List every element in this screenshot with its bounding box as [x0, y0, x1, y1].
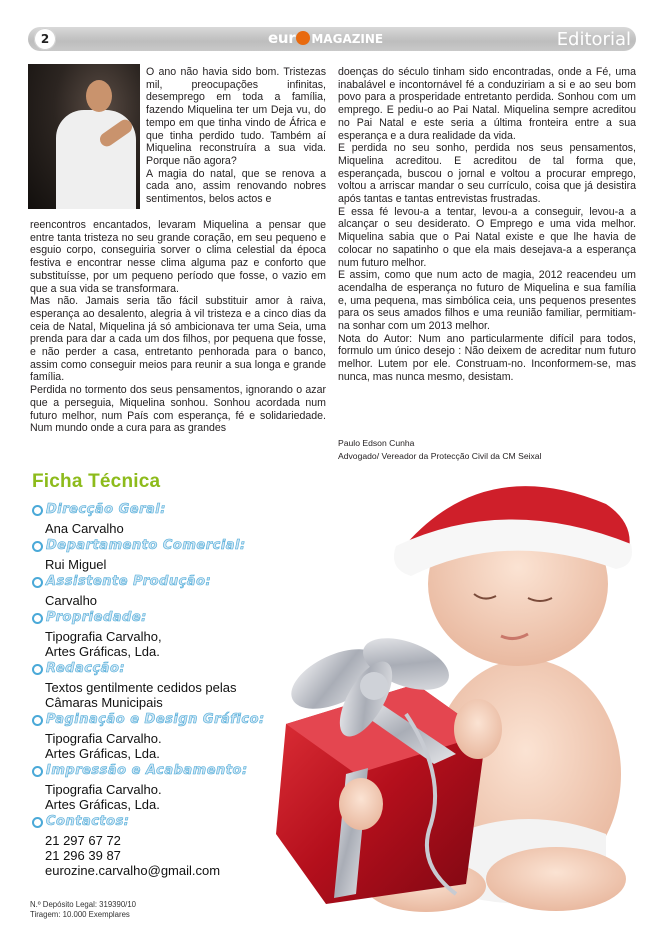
print-run: Tiragem: 10.000 Exemplares — [30, 909, 130, 919]
ficha-label: Paginação e Design Gráfico: — [46, 712, 265, 727]
article-paragraph: E perdida no seu sonho, perdida nos seus pensamentos, Miquelina acreditou. E acreditou de tal forma que, esperançada, buscou o jornal e voltou a procurar emprego, voltou a arriscar mandar o seu currículo, coisa que já desistira após tantas e tantas entrevistas frustradas. — [338, 142, 636, 206]
logo-text-left: eur — [268, 29, 296, 47]
author-signature — [338, 437, 636, 463]
ficha-value: Tipografia Carvalho, Artes Gráficas, Lda. — [45, 629, 162, 659]
ficha-value: Carvalho — [45, 593, 98, 608]
ficha-label: Direcção Geral: — [46, 502, 166, 517]
bullet-circle-icon — [32, 817, 43, 828]
logo-orange-o-icon — [296, 31, 310, 45]
ficha-value: 21 297 67 72 21 296 39 87 eurozine.carvalho@gmail.com — [45, 833, 221, 878]
article-paragraph: E essa fé levou-a a tentar, levou-a a conseguir, levou-a a alcançar o seu desiderato. O Emprego e uma vida melhor. Miquelina sabia que o Pai Natal existe e que lhe havia de colocar no sapatinho o que ela mais desejava-a a esperança num futuro melhor. — [338, 205, 636, 269]
article-paragraph: reencontros encantados, levaram Miquelina a pensar que entre tanta tristeza no seu grande coração, em seu pequeno e esguio corpo, conseguiria sorver o clima celestial da época festiva e encontrar nesse clima alguma paz e conforto que substituísse, por um pequeno período que fosse, o vazio em que a sua vida se transformara. — [30, 219, 326, 295]
bullet-circle-icon — [32, 715, 43, 726]
ficha-value: Tipografia Carvalho. Artes Gráficas, Lda. — [45, 731, 162, 761]
magazine-logo — [268, 29, 383, 49]
article-column-1-bottom — [30, 219, 326, 435]
legal-info — [30, 900, 136, 919]
bullet-circle-icon — [32, 766, 43, 777]
author-role: Advogado/ Vereador da Protecção Civil da CM Seixal — [338, 451, 542, 461]
article-column-1-top — [146, 66, 326, 206]
bullet-circle-icon — [32, 577, 43, 588]
ficha-value: Rui Miguel — [45, 557, 107, 572]
logo-text-right: MAGAZINE — [311, 32, 384, 46]
ficha-label: Impressão e Acabamento: — [46, 763, 248, 778]
article-column-2 — [338, 66, 636, 384]
article-paragraph: Mas não. Jamais seria tão fácil substituir amor à raiva, esperança ao desalento, alegria à vil tristeza e a cinco dias da ceia de Natal, Miquelina já só ambicionava ter uma Seia, uma prenda para dar a cada um dos filhos, por pequena que fosse, e não perder a casa, entretanto penhorada para o banco, assim como conseguir meios para reunir a sua longa e grande família. — [30, 295, 326, 384]
bullet-circle-icon — [32, 541, 43, 552]
ficha-value: Textos gentilmente cedidos pelas Câmaras Municipais — [45, 680, 237, 710]
bullet-circle-icon — [32, 664, 43, 675]
ficha-value: Tipografia Carvalho. Artes Gráficas, Lda. — [45, 782, 162, 812]
ficha-tecnica-title: Ficha Técnica — [32, 471, 161, 492]
article-paragraph: E assim, como que num acto de magia, 2012 reacendeu um acendalha de esperança no futuro de Miquelina e sua família e, uma pequena, mas simbólica ceia, uns pequenos presentes para os seus amados filhos e uma reunião familiar, permitiam-na sonhar com um 2013 melhor. — [338, 269, 636, 333]
ficha-label: Departamento Comercial: — [46, 538, 246, 553]
ficha-label: Contactos: — [46, 814, 130, 829]
page-number: 2 — [34, 28, 56, 50]
author-photo — [28, 64, 140, 209]
article-paragraph: doenças do século tinham sido encontradas, onde a Fé, uma inabalável e incontornável fé a conduziriam a si e ao seu bom povo para a prosperidade entretanto perdida. Sonhou com um emprego. E pediu-o ao Pai Natal. Miquelina sempre acreditou no Pai Natal e este seria a última fronteira entre a sua esperança e a dura realidade da vida. — [338, 66, 636, 142]
author-name: Paulo Edson Cunha — [338, 438, 415, 448]
article-paragraph: O ano não havia sido bom. Tristezas mil, preocupações infinitas, desemprego em toda a família, fazendo Miquelina ter um Deja vu, do tempo em que tinha vindo de África e que tinha perdido tudo. Também aí Miquelina reconstruíra a sua vida. Porque não agora? — [146, 66, 326, 167]
ficha-label: Assistente Produção: — [46, 574, 212, 589]
ficha-label: Redacção: — [46, 661, 126, 676]
article-paragraph: A magia do natal, que se renova a cada ano, assim renovando nobres sentimentos, belos actos e — [146, 167, 326, 206]
ficha-value: Ana Carvalho — [45, 521, 124, 536]
baby-with-gift-photo — [256, 474, 636, 918]
section-title: Editorial — [556, 29, 631, 50]
article-paragraph: Perdida no tormento dos seus pensamentos, ignorando o azar que a perseguia, Miquelina sonhou. Sonhou acordada num futuro melhor, num País com esperança, fé e solidariedade. Num mundo onde a cura para as grandes — [30, 384, 326, 435]
legal-deposit: N.º Depósito Legal: 319390/10 — [30, 900, 137, 909]
bullet-circle-icon — [32, 613, 43, 624]
bullet-circle-icon — [32, 505, 43, 516]
ficha-label: Propriedade: — [46, 610, 147, 625]
article-paragraph: Nota do Autor: Num ano particularmente difícil para todos, formulo um único desejo : Não deixem de acreditar num futuro melhor. Lutem por ele. Construam-no. Inconformem-se, mas nunca, mas nunca mesmo, desistam. — [338, 332, 636, 383]
